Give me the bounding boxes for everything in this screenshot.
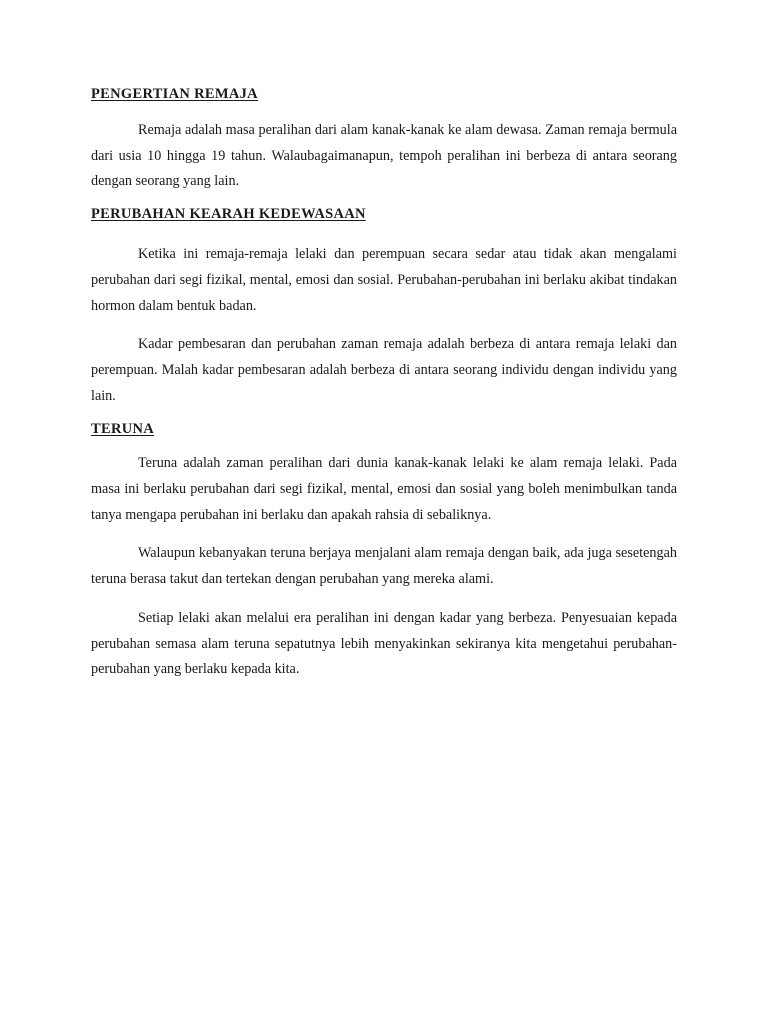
paragraph: Walaupun kebanyakan teruna berjaya menjalani alam remaja dengan baik, ada juga sesetengah teruna berasa takut dan tertekan dengan perubahan yang mereka alami. bbox=[91, 545, 677, 588]
paragraph: Kadar pembesaran dan perubahan zaman remaja adalah berbeza di antara remaja lelaki dan perempuan. Malah kadar pembesaran adalah berbeza di antara seorang individu dengan individu yang lain. bbox=[91, 336, 677, 404]
section-heading-teruna: TERUNA bbox=[91, 421, 155, 438]
paragraph: Setiap lelaki akan melalui era peralihan ini dengan kadar yang berbeza. Penyesuaian kepada perubahan semasa alam teruna sepatutnya lebih menyakinkan sekiranya kita mengetahui perubahan-perubahan yang berlaku kepada kita. bbox=[91, 609, 677, 678]
section-heading-pengertian-remaja: PENGERTIAN REMAJA bbox=[91, 86, 258, 102]
paragraph: Ketika ini remaja-remaja lelaki dan perempuan secara sedar atau tidak akan mengalami perubahan dari segi fizikal, mental, emosi dan sosial. Perubahan-perubahan ini berlaku akibat tindakan hormon dalam bentuk badan. bbox=[91, 246, 677, 314]
paragraph: Teruna adalah zaman peralihan dari dunia kanak-kanak lelaki ke alam remaja lelaki. Pada masa ini berlaku perubahan dari segi fizikal, mental, emosi dan sosial yang boleh menimbulkan tanda tanya mengapa perubahan ini berlaku dan apakah rahsia di sebaliknya. bbox=[91, 455, 677, 523]
paragraph: Remaja adalah masa peralihan dari alam kanak-kanak ke alam dewasa. Zaman remaja bermula dari usia 10 hingga 19 tahun. Walaubagaimanapun, tempoh peralihan ini berbeza di antara seorang dengan seorang yang lain. bbox=[91, 122, 677, 190]
document-page bbox=[91, 84, 677, 683]
section-heading-perubahan-kearah-kedewasaan: PERUBAHAN KEARAH KEDEWASAAN bbox=[91, 206, 366, 223]
